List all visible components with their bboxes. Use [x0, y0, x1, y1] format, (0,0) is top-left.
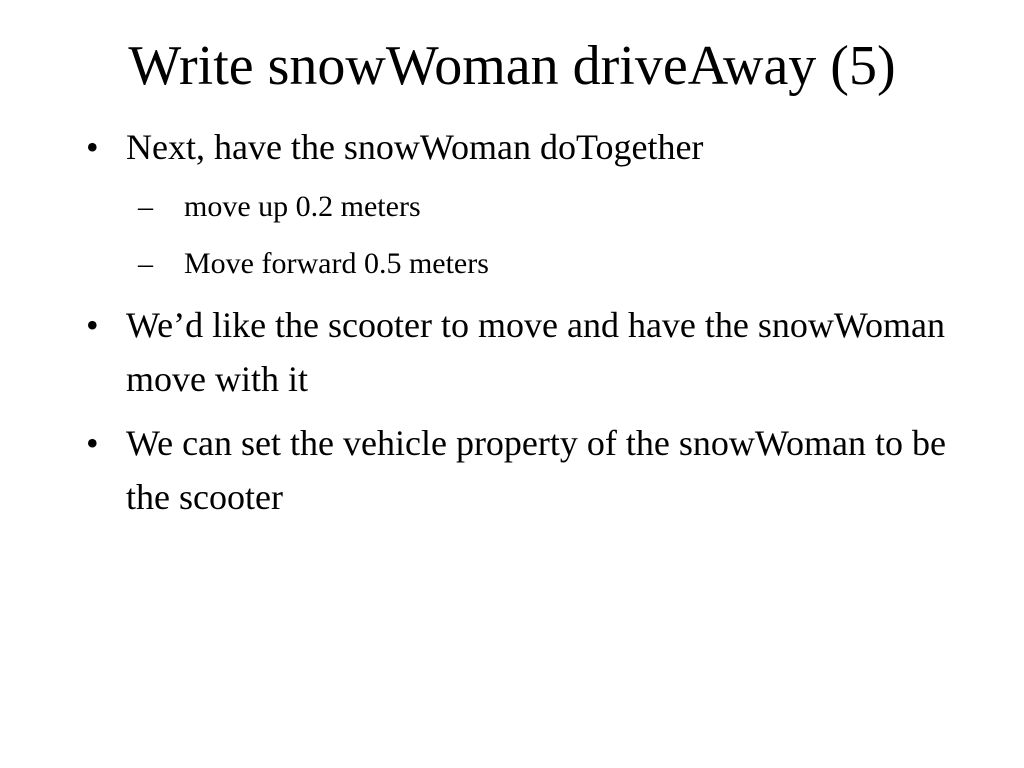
sub-bullet-text: move up 0.2 meters	[184, 190, 421, 223]
bullet-item-2	[84, 298, 964, 406]
bullet-list	[84, 120, 964, 524]
dash-icon: –	[138, 190, 153, 223]
sub-bullet-text: Move forward 0.5 meters	[184, 247, 489, 280]
bullet-item-1	[84, 120, 964, 292]
sub-bullet-list	[126, 178, 964, 292]
dash-icon: –	[138, 247, 153, 280]
bullet-text: We’d like the scooter to move and have the snowWoman move with it	[126, 305, 945, 399]
bullet-item-3	[84, 416, 964, 524]
bullet-icon: •	[86, 305, 99, 345]
sub-bullet-item-2	[138, 235, 964, 292]
bullet-text: We can set the vehicle property of the snowWoman to be the scooter	[126, 423, 946, 517]
bullet-text: Next, have the snowWoman doTogether	[126, 127, 704, 167]
sub-bullet-item-1	[138, 178, 964, 235]
bullet-icon: •	[86, 127, 99, 167]
bullet-icon: •	[86, 423, 99, 463]
slide-title: Write snowWoman driveAway (5)	[128, 35, 896, 97]
